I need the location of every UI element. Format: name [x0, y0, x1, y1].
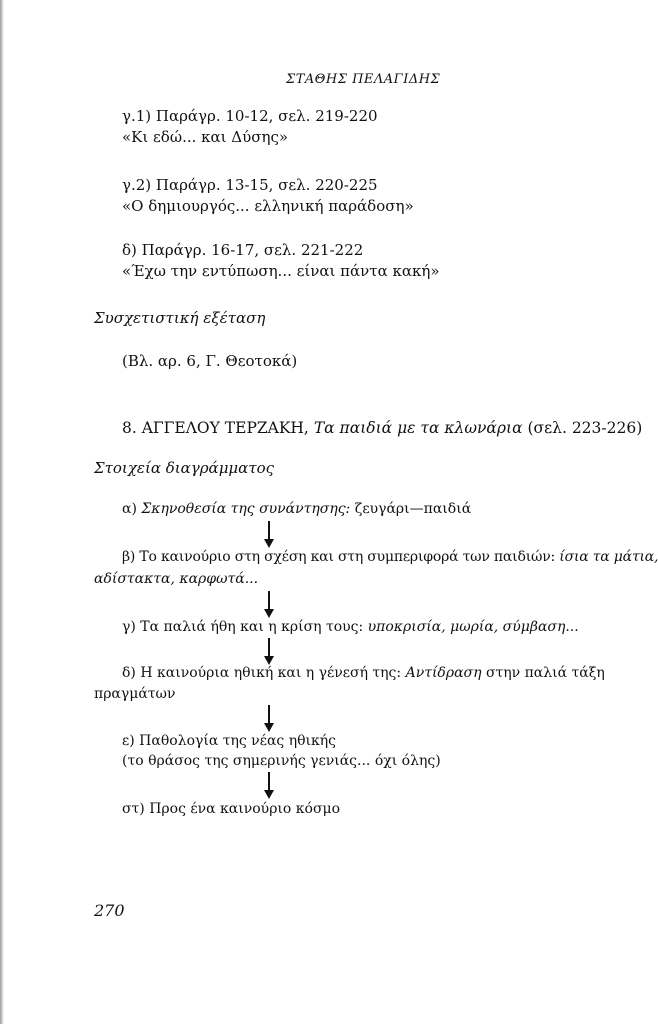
diagram-item-d	[122, 664, 605, 682]
diagram-item-c	[122, 618, 579, 636]
page-number: 270	[94, 901, 125, 920]
flow-arrow-5	[268, 772, 270, 791]
diagram-item-e	[122, 732, 336, 750]
flow-arrow-4	[268, 705, 270, 724]
item-e-text: Παθολογία της νέας ηθικής	[139, 733, 336, 749]
item-b-italic-end: ίσια τα μάτια,	[559, 549, 658, 565]
page-edge-shadow	[0, 0, 4, 1024]
ref-2-line1: γ.2) Παράγρ. 13-15, σελ. 220-225	[122, 176, 378, 194]
item-f-label: στ)	[122, 801, 145, 817]
running-header: ΣΤΑΘΗΣ ΠΕΛΑΓΙΔΗΣ	[286, 72, 441, 87]
diagram-item-f	[122, 800, 340, 818]
item-a-italic: Σκηνοθεσία της συνάντησης:	[141, 501, 351, 517]
item-c-italic: υποκρισία, μωρία, σύμβαση...	[367, 619, 579, 635]
flow-arrow-1	[268, 521, 270, 540]
section-8-title: Τα παιδιά με τα κλωνάρια	[313, 419, 523, 437]
flow-arrow-2	[268, 591, 270, 610]
comparative-heading: Συσχετιστική εξέταση	[94, 309, 266, 327]
item-d-line2: πραγμάτων	[94, 686, 176, 702]
item-b-text: Το καινούριο στη σχέση και στη συμπεριφορά των παιδιών:	[139, 549, 556, 565]
section-8-heading	[122, 419, 642, 437]
item-b-line2: αδίστακτα, καρφωτά...	[94, 571, 259, 587]
item-c-label: γ)	[122, 619, 136, 635]
ref-1-line1: γ.1) Παράγρ. 10-12, σελ. 219-220	[122, 107, 378, 125]
item-d-text: Η καινούρια ηθική και η γένεσή της:	[140, 665, 402, 681]
ref-2-line2: «Ο δημιουργός... ελληνική παράδοση»	[122, 197, 414, 215]
ref-3-line1: δ) Παράγρ. 16-17, σελ. 221-222	[122, 241, 364, 259]
item-d-italic: Αντίδραση	[405, 665, 482, 681]
item-a-rest: ζευγάρι—παιδιά	[354, 501, 472, 517]
item-e-line2: (το θράσος της σημερινής γενιάς... όχι όλης)	[122, 753, 441, 769]
item-f-text: Προς ένα καινούριο κόσμο	[149, 801, 341, 817]
item-a-label: α)	[122, 501, 137, 517]
diagram-heading: Στοιχεία διαγράμματος	[94, 459, 275, 477]
item-d-rest: στην παλιά τάξη	[485, 665, 605, 681]
diagram-item-a	[122, 500, 471, 518]
comparative-note: (Βλ. αρ. 6, Γ. Θεοτοκά)	[122, 352, 298, 370]
item-e-label: ε)	[122, 733, 135, 749]
item-b-label: β)	[122, 549, 136, 565]
flow-arrow-3	[268, 638, 270, 657]
item-d-label: δ)	[122, 665, 136, 681]
ref-1-line2: «Κι εδώ... και Δύσης»	[122, 128, 289, 146]
section-8-pages: (σελ. 223-226)	[527, 419, 643, 437]
item-c-text: Τα παλιά ήθη και η κρίση τους:	[140, 619, 364, 635]
diagram-item-b	[122, 548, 658, 566]
ref-3-line2: «Έχω την εντύπωση... είναι πάντα κακή»	[122, 262, 440, 280]
section-8-prefix: 8. ΑΓΓΕΛΟΥ ΤΕΡΖΑΚΗ,	[122, 419, 309, 437]
